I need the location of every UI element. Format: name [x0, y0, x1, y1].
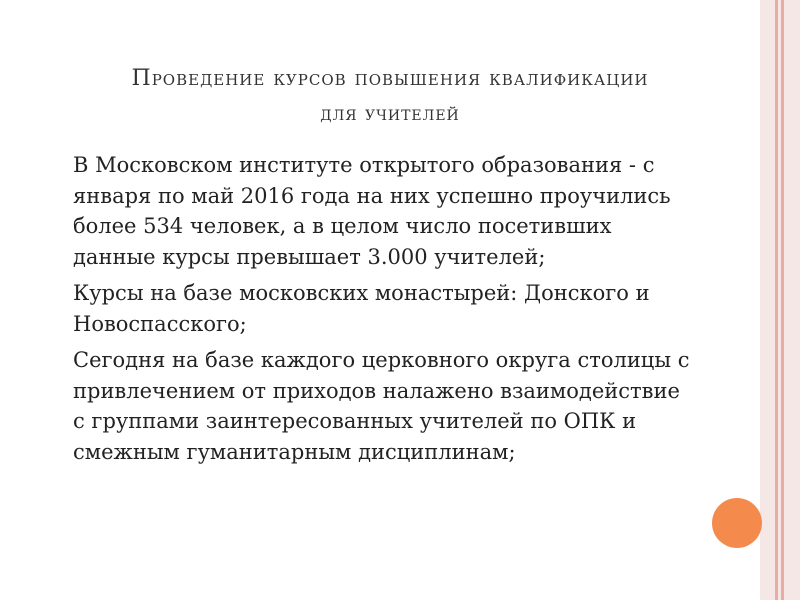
bullet-text: Сегодня на базе каждого церковного округа столицы с привлечением от приходов налажено взаимодействие с группами заинтересованных учителей по ОПК и смежным гуманитарным дисциплинам;: [73, 348, 690, 464]
bullet-item: [50, 278, 690, 339]
slide-title-line-2: для учителей: [320, 101, 460, 125]
border-stripe: [781, 0, 784, 600]
bullet-list: [50, 150, 690, 473]
bullet-text: В Московском институте открытого образования - с января по май 2016 года на них успешно проучились более 534 человек, а в целом число посетивших данные курсы превышает 3.000 учителей;: [73, 153, 671, 269]
right-border-decoration: [760, 0, 800, 600]
orange-circle-decoration: [712, 498, 762, 548]
bullet-text: Курсы на базе московских монастырей: Донского и Новоспасского;: [73, 281, 650, 336]
border-stripe: [775, 0, 778, 600]
bullet-item: [50, 345, 690, 467]
slide-title-line-1: Проведение курсов повышения квалификации: [131, 66, 649, 91]
bullet-item: [50, 150, 690, 272]
slide-title: [40, 62, 740, 130]
